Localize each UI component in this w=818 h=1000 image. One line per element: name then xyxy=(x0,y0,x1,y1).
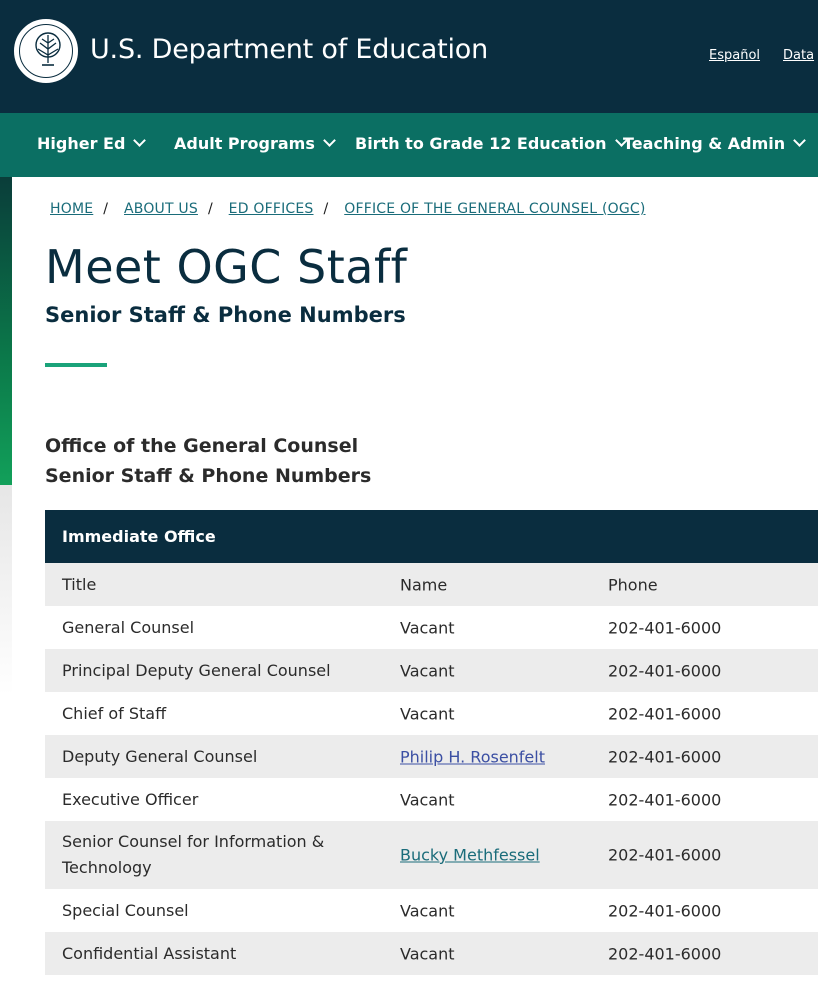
column-header-name: Name xyxy=(400,575,448,594)
row-title: Confidential Assistant xyxy=(62,943,237,963)
row-title: Chief of Staff xyxy=(62,703,167,723)
breadcrumb-separator: / xyxy=(207,201,213,217)
row-phone: 202-401-6000 xyxy=(608,661,722,680)
row-title: Deputy General Counsel xyxy=(62,746,258,766)
nav-item-label: Adult Programs xyxy=(174,134,315,153)
breadcrumb-ed-offices[interactable]: ED OFFICES xyxy=(228,201,314,217)
row-title: Special Counsel xyxy=(62,900,189,920)
department-seal-logo[interactable] xyxy=(12,17,80,85)
page-subtitle: Senior Staff & Phone Numbers xyxy=(45,303,406,327)
breadcrumb xyxy=(50,201,646,217)
nav-item-teaching-admin[interactable] xyxy=(623,134,804,153)
nav-item-adult-programs[interactable] xyxy=(174,134,334,153)
table-row xyxy=(45,735,818,778)
table-row xyxy=(45,932,818,975)
chevron-down-icon xyxy=(323,134,336,147)
row-title: Executive Officer xyxy=(62,789,199,809)
nav-item-label: Higher Ed xyxy=(37,134,126,153)
nav-item-label: Birth to Grade 12 Education xyxy=(355,134,607,153)
row-title: General Counsel xyxy=(62,617,195,637)
row-phone: 202-401-6000 xyxy=(608,618,722,637)
table-row xyxy=(45,889,818,932)
row-name: Vacant xyxy=(400,790,455,809)
row-name: Vacant xyxy=(400,901,455,920)
nav-item-higher-ed[interactable] xyxy=(37,134,144,153)
table-row xyxy=(45,606,818,649)
row-name: Vacant xyxy=(400,944,455,963)
table-row xyxy=(45,692,818,735)
site-header xyxy=(0,0,818,113)
espanol-link[interactable]: Español xyxy=(709,48,761,63)
breadcrumb-ogc[interactable]: OFFICE OF THE GENERAL COUNSEL (OGC) xyxy=(344,201,646,217)
table-row xyxy=(45,778,818,821)
row-title: Senior Counsel for Information & Technology xyxy=(62,832,325,877)
row-name: Vacant xyxy=(400,661,455,680)
section-subheading: Senior Staff & Phone Numbers xyxy=(45,465,372,487)
chevron-down-icon xyxy=(793,134,806,147)
section-heading: Office of the General Counsel xyxy=(45,435,359,457)
table-row xyxy=(45,821,818,889)
table-header-row xyxy=(45,563,818,606)
row-name: Vacant xyxy=(400,618,455,637)
nav-item-label: Teaching & Admin xyxy=(623,134,786,153)
data-link[interactable]: Data xyxy=(783,48,815,63)
breadcrumb-home[interactable]: HOME xyxy=(50,201,94,217)
row-phone: 202-401-6000 xyxy=(608,790,722,809)
page-title: Meet OGC Staff xyxy=(45,240,408,294)
row-phone: 202-401-6000 xyxy=(608,944,722,963)
table-row xyxy=(45,649,818,692)
breadcrumb-separator: / xyxy=(323,201,329,217)
site-title[interactable]: U.S. Department of Education xyxy=(90,34,489,65)
staff-name-link[interactable]: Philip H. Rosenfelt xyxy=(400,747,545,766)
column-header-phone: Phone xyxy=(608,575,658,594)
tree-icon xyxy=(26,29,70,73)
side-accent-bar xyxy=(0,177,12,485)
main-nav xyxy=(0,113,818,177)
table-caption: Immediate Office xyxy=(45,510,818,563)
breadcrumb-separator: / xyxy=(103,201,108,217)
breadcrumb-about-us[interactable]: ABOUT US xyxy=(124,201,198,217)
row-phone: 202-401-6000 xyxy=(608,704,722,723)
nav-item-birth-to-grade-12[interactable] xyxy=(355,134,626,153)
staff-name-link[interactable]: Bucky Methfessel xyxy=(400,845,540,865)
accent-rule xyxy=(45,363,107,367)
row-phone: 202-401-6000 xyxy=(608,845,722,865)
side-accent-fade xyxy=(0,485,12,695)
chevron-down-icon xyxy=(134,134,147,147)
staff-table xyxy=(45,510,818,975)
row-name: Vacant xyxy=(400,704,455,723)
row-title: Principal Deputy General Counsel xyxy=(62,660,331,680)
row-phone: 202-401-6000 xyxy=(608,901,722,920)
row-phone: 202-401-6000 xyxy=(608,747,722,766)
column-header-title: Title xyxy=(62,574,97,594)
